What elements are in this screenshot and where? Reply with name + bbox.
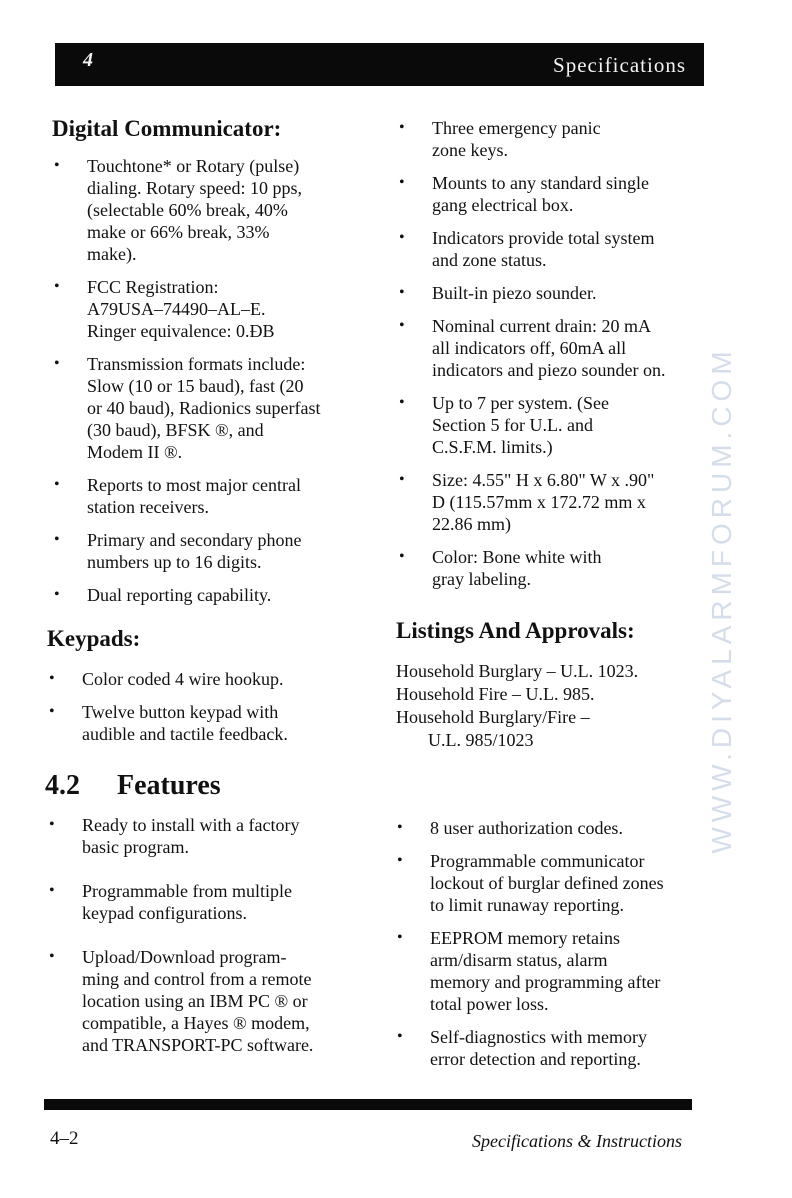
list-item-line: numbers up to 16 digits.	[87, 552, 262, 572]
features-left-section	[47, 814, 367, 1056]
list-item-line: location using an IBM PC ® or	[82, 991, 308, 1011]
list-item-line: • Mounts to any standard single	[432, 173, 649, 193]
keypads-section	[47, 626, 367, 745]
list-item-line: • FCC Registration:	[87, 277, 219, 297]
page-header-bar	[55, 43, 704, 86]
right-specs-list	[397, 117, 707, 590]
list-item-line: • Transmission formats include:	[87, 354, 306, 374]
listings-lines	[396, 660, 706, 752]
feature-list-item	[395, 817, 705, 839]
features-right-section	[395, 817, 705, 1070]
list-item-line: ming and control from a remote	[82, 969, 312, 989]
footer-document-title: Specifications & Instructions	[472, 1131, 682, 1151]
chapter-number: 4	[83, 49, 93, 71]
list-item-line: zone keys.	[432, 140, 508, 160]
list-item-line: dialing. Rotary speed: 10 pps,	[87, 178, 302, 198]
list-item-line: lockout of burglar defined zones	[430, 873, 664, 893]
list-item-line: • Built-in piezo sounder.	[432, 283, 597, 303]
list-item-line: basic program.	[82, 837, 189, 857]
list-item-line: Ringer equivalence: 0.ÐB	[87, 321, 275, 341]
list-item-line: keypad configurations.	[82, 903, 247, 923]
listings-section	[396, 618, 706, 752]
list-item-line: make).	[87, 244, 137, 264]
list-item-line: Section 5 for U.L. and	[432, 415, 593, 435]
list-item-line: and TRANSPORT-PC software.	[82, 1035, 314, 1055]
list-item-line: • Programmable from multiple	[82, 881, 292, 901]
list-item-line: • Color: Bone white with	[432, 547, 602, 567]
feature-list-item	[395, 1026, 705, 1070]
listing-line: U.L. 985/1023	[428, 730, 534, 750]
spec-list-item	[52, 529, 372, 573]
list-item-line: • 8 user authorization codes.	[430, 818, 623, 838]
feature-list-item	[395, 850, 705, 916]
list-item-line: C.S.F.M. limits.)	[432, 437, 553, 457]
list-item-line: make or 66% break, 33%	[87, 222, 270, 242]
list-item-line: all indicators off, 60mA all	[432, 338, 627, 358]
spec-list-item	[52, 155, 372, 265]
list-item-line: • Dual reporting capability.	[87, 585, 272, 605]
digital-communicator-section	[52, 116, 372, 606]
keypads-list	[47, 668, 367, 745]
list-item-line: audible and tactile feedback.	[82, 724, 288, 744]
list-item-line: to limit runaway reporting.	[430, 895, 624, 915]
spec-list-item	[47, 668, 367, 690]
list-item-line: • Primary and secondary phone	[87, 530, 302, 550]
list-item-line: (selectable 60% break, 40%	[87, 200, 288, 220]
list-item-line: station receivers.	[87, 497, 209, 517]
list-item-line: gang electrical box.	[432, 195, 574, 215]
right-specs-section	[397, 117, 707, 590]
listing-line: Household Fire – U.L. 985.	[396, 684, 595, 704]
list-item-line: error detection and reporting.	[430, 1049, 641, 1069]
list-item-line: • Up to 7 per system. (See	[432, 393, 609, 413]
list-item-line: • Reports to most major central	[87, 475, 301, 495]
list-item-line: A79USA–74490–AL–E.	[87, 299, 266, 319]
spec-list-item	[397, 282, 707, 304]
list-item-line: • Nominal current drain: 20 mA	[432, 316, 651, 336]
list-item-line: arm/disarm status, alarm	[430, 950, 608, 970]
footer-rule	[44, 1099, 692, 1110]
spec-list-item	[52, 584, 372, 606]
features-section-heading: Features	[117, 770, 221, 801]
list-item-line: D (115.57mm x 172.72 mm x	[432, 492, 646, 512]
spec-list-item	[52, 474, 372, 518]
list-item-line: compatible, a Hayes ® modem,	[82, 1013, 310, 1033]
list-item-line: or 40 baud), Radionics superfast	[87, 398, 321, 418]
list-item-line: gray labeling.	[432, 569, 531, 589]
list-item-line: • Ready to install with a factory	[82, 815, 300, 835]
list-item-line: 22.86 mm)	[432, 514, 511, 534]
spec-list-item	[52, 353, 372, 463]
list-item-line: indicators and piezo sounder on.	[432, 360, 666, 380]
spec-list-item	[52, 276, 372, 342]
feature-list-item	[395, 927, 705, 1015]
list-item-line: Slow (10 or 15 baud), fast (20	[87, 376, 304, 396]
keypads-heading: Keypads:	[47, 626, 141, 651]
page-number: 4–2	[50, 1128, 79, 1149]
spec-list-item	[397, 546, 707, 590]
list-item-line: • Self-diagnostics with memory	[430, 1027, 647, 1047]
chapter-title: Specifications	[553, 53, 686, 77]
features-section-number: 4.2	[45, 770, 80, 801]
feature-list-item	[47, 880, 367, 924]
listing-line: Household Burglary/Fire –	[396, 707, 590, 727]
digital-communicator-heading: Digital Communicator:	[52, 116, 282, 141]
listing-line: Household Burglary – U.L. 1023.	[396, 661, 639, 681]
list-item-line: • Three emergency panic	[432, 118, 601, 138]
list-item-line: Modem II ®.	[87, 442, 183, 462]
features-section-title	[45, 770, 221, 802]
spec-list-item	[397, 392, 707, 458]
digital-communicator-list	[52, 155, 372, 606]
list-item-line: • EEPROM memory retains	[430, 928, 620, 948]
list-item-line: • Size: 4.55" H x 6.80" W x .90"	[432, 470, 655, 490]
list-item-line: • Touchtone* or Rotary (pulse)	[87, 156, 300, 176]
list-item-line: • Twelve button keypad with	[82, 702, 279, 722]
spec-list-item	[47, 701, 367, 745]
list-item-line: (30 baud), BFSK ®, and	[87, 420, 264, 440]
spec-list-item	[397, 227, 707, 271]
list-item-line: memory and programming after	[430, 972, 661, 992]
list-item-line: and zone status.	[432, 250, 547, 270]
spec-list-item	[397, 469, 707, 535]
spec-list-item	[397, 172, 707, 216]
list-item-line: • Upload/Download program-	[82, 947, 287, 967]
list-item-line: • Color coded 4 wire hookup.	[82, 669, 284, 689]
feature-list-item	[47, 946, 367, 1056]
features-right-list	[395, 817, 705, 1070]
spec-list-item	[397, 315, 707, 381]
list-item-line: • Indicators provide total system	[432, 228, 655, 248]
features-left-list	[47, 814, 367, 1056]
listings-heading: Listings And Approvals:	[396, 618, 635, 643]
list-item-line: • Programmable communicator	[430, 851, 645, 871]
spec-list-item	[397, 117, 707, 161]
feature-list-item	[47, 814, 367, 858]
watermark-text: WWW.DIYALARMFORUM.COM	[706, 346, 737, 854]
list-item-line: total power loss.	[430, 994, 549, 1014]
